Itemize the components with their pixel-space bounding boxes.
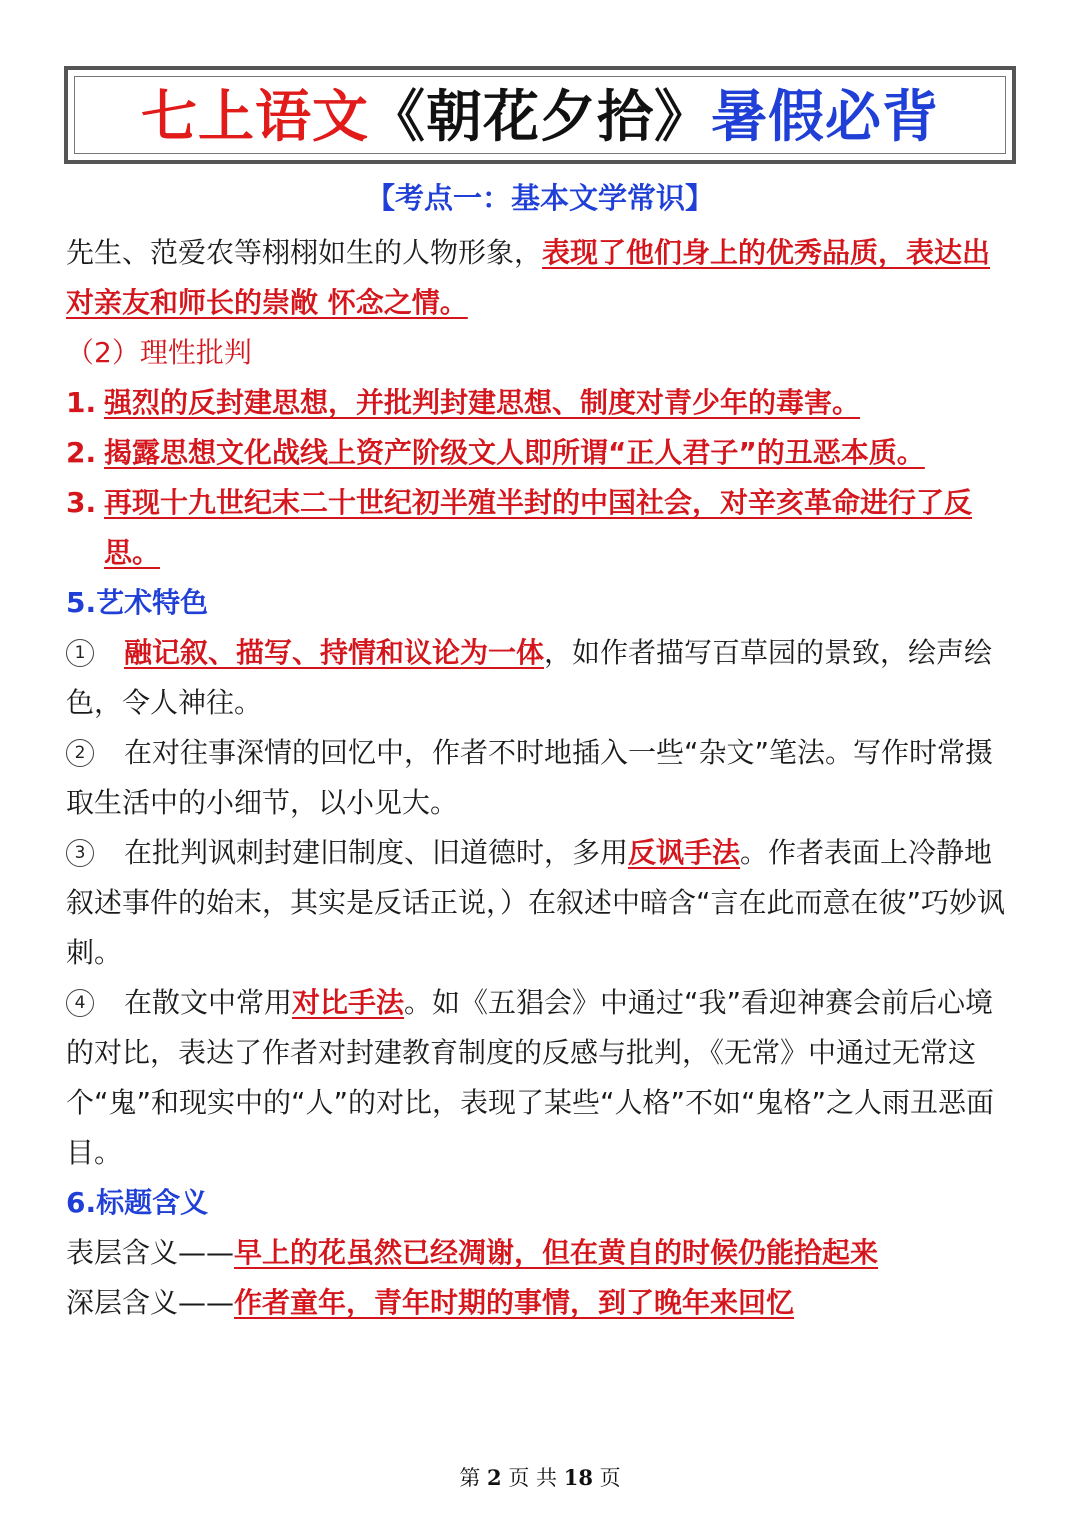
title-part-3: 暑假必背 <box>711 84 939 150</box>
footer-total-pages: 18 <box>563 1465 593 1490</box>
circled-number: 1 <box>66 639 94 667</box>
art-item-emph: 融记叙、描写、持情和议论为一体 <box>124 636 545 669</box>
footer-pre: 第 <box>459 1466 481 1490</box>
art-item-text: ，如作者描写百草园的景致，绘声绘色，令人神往。 <box>66 636 993 719</box>
title-part-2: 《朝花夕拾》 <box>369 84 711 150</box>
list-item-text: 揭露思想文化战线上资产阶级文人即所谓“正人君子”的丑恶本质。 <box>104 436 925 469</box>
meaning-deep <box>66 1278 1016 1328</box>
art-item-text: 在对往事深情的回忆中，作者不时地插入一些“杂文”笔法。写作时常摄取生活中的小细节，以小见大。 <box>66 736 994 819</box>
intro-emph: 表现了他们身上的优秀品质，表达出对亲友和师长的崇敞 怀念之情。 <box>66 236 991 319</box>
title-part-1: 七上语文 <box>141 84 369 150</box>
section-5-heading: 5.艺术特色 <box>66 586 209 619</box>
art-item-text: 。作者表面上冷静地叙述事件的始末，其实是反话正说，）在叙述中暗含“言在此而意在彼”巧妙讽刺。 <box>66 836 1006 969</box>
list-item <box>66 378 1016 428</box>
title-box <box>64 66 1016 164</box>
circled-number: 2 <box>66 739 94 767</box>
list-item-number: 3. <box>66 486 97 519</box>
footer-mid: 页 共 <box>508 1466 558 1490</box>
list-item <box>66 478 1016 578</box>
list-item-text: 再现十九世纪末二十世纪初半殖半封的中国社会，对辛亥革命进行了反思。 <box>104 486 973 569</box>
list-item-number: 1. <box>66 386 97 419</box>
content <box>66 228 1016 1328</box>
list-item <box>66 428 1016 478</box>
art-item-4 <box>66 978 1016 1178</box>
meaning-label: 深层含义—— <box>66 1286 235 1319</box>
page-footer <box>0 1462 1080 1492</box>
meaning-label: 表层含义—— <box>66 1236 235 1269</box>
art-item-text: 。如《五猖会》中通过“我”看迎神赛会前后心境的对比，表达了作者对封建教育制度的反感与批判，《无常》中通过无常这个“鬼”和现实中的“人”的对比，表现了某些“人格”不如“鬼格”之人雨丑恶面目。 <box>66 986 995 1169</box>
meaning-text: 早上的花虽然已经凋谢，但在黄自的时候仍能拾起来 <box>234 1236 879 1269</box>
list-item-number: 2. <box>66 436 97 469</box>
section-heading: 【考点一：基本文学常识】 <box>365 181 714 215</box>
art-item-2 <box>66 728 1016 828</box>
subheading-critique: （2）理性批判 <box>66 336 252 369</box>
circled-number: 4 <box>66 989 94 1017</box>
footer-post: 页 <box>599 1466 621 1490</box>
art-item-3 <box>66 828 1016 978</box>
art-item-text: 在散文中常用 <box>124 986 293 1019</box>
meaning-surface <box>66 1228 1016 1278</box>
circled-number: 3 <box>66 839 94 867</box>
art-item-emph: 反讽手法 <box>628 836 741 869</box>
intro-plain: 先生、范爱农等栩栩如生的人物形象， <box>66 236 543 269</box>
footer-page-number: 2 <box>487 1465 502 1490</box>
art-item-1 <box>66 628 1016 728</box>
list-item-text: 强烈的反封建思想，并批判封建思想、制度对青少年的毒害。 <box>104 386 861 419</box>
art-item-text: 在批判讽刺封建旧制度、旧道德时，多用 <box>124 836 629 869</box>
section-6-heading: 6.标题含义 <box>66 1186 209 1219</box>
art-item-emph: 对比手法 <box>292 986 405 1019</box>
page-title <box>68 82 1012 152</box>
intro-paragraph <box>66 228 1016 328</box>
meaning-text: 作者童年，青年时期的事情，到了晚年来回忆 <box>234 1286 795 1319</box>
